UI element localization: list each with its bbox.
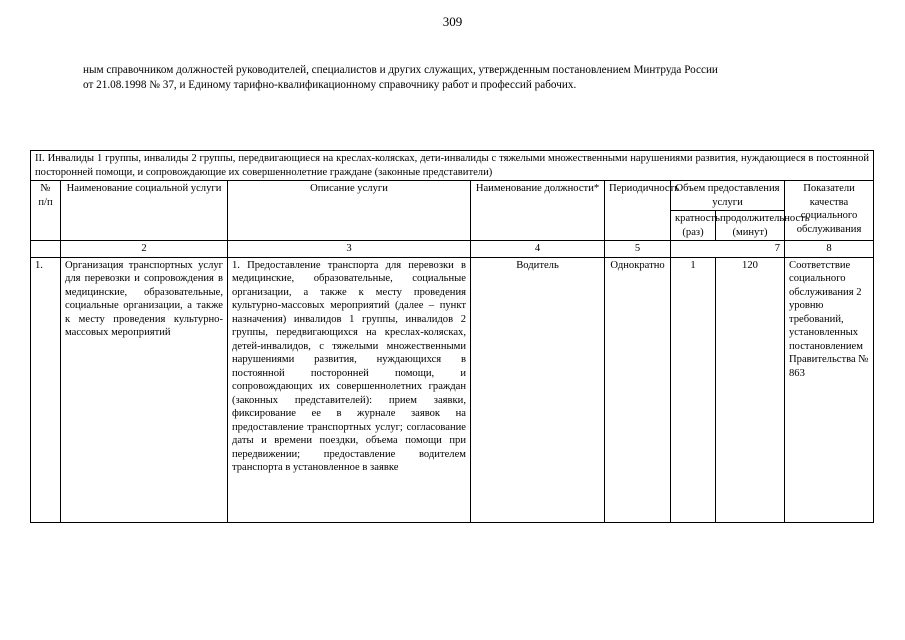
header-row xyxy=(31,181,874,211)
table-row xyxy=(31,257,874,522)
colnum-5: 5 xyxy=(605,241,671,258)
header-periodicity: Периодичность xyxy=(605,181,671,241)
header-multiplicity: кратность (раз) xyxy=(671,211,716,241)
header-quality: Показатели качества социального обслуживания xyxy=(785,181,874,241)
colnum-3: 3 xyxy=(228,241,471,258)
colnum-8: 8 xyxy=(785,241,874,258)
header-volume: Объем предоставления услуги xyxy=(671,181,785,211)
row-description: 1. Предоставление транспорта для перевозки в медицинские, образовательные, социальные организации, а также к месту проведения культурно-массовых мероприятий (далее – пункт назначения) инвалидов 1 группы, инвалидов 2 группы, передвигающихся на креслах-колясках, детей-инвалидов, с тяжелыми множественными нарушениями развития, нуждающихся в постоянной посторонней помощи, и сопровождающих их совершеннолетних граждан (законных представителей): прием заявки, фиксирование ее в журнале заявок на предоставление транспортных услуг; согласование даты и времени поездки, объема помощи при передвижении; предоставление водителем транспорта в установленное в заявке xyxy=(228,257,471,522)
header-duration: продолжительность (минут) xyxy=(716,211,785,241)
intro-text xyxy=(83,63,843,93)
column-numbers-row xyxy=(31,241,874,258)
row-service-name: Организация транспортных услуг для перевозки и сопровождения в медицинские, образовательные, социальные организации, а также к месту проведения культурно-массовых мероприятий xyxy=(61,257,228,522)
colnum-7: 7 xyxy=(671,241,785,258)
row-position: Водитель xyxy=(471,257,605,522)
row-periodicity: Однократно xyxy=(605,257,671,522)
row-duration: 120 xyxy=(716,257,785,522)
section-row xyxy=(31,151,874,181)
header-description: Описание услуги xyxy=(228,181,471,241)
page-number: 309 xyxy=(442,14,463,29)
row-quality: Соответствие социального обслуживания 2 уровню требований, установленных постановлением Правительства № 863 xyxy=(785,257,874,522)
intro-line-1: ным справочником должностей руководителей, специалистов и других служащих, утвержденным постановлением Минтруда России xyxy=(83,64,718,76)
header-service-name: Наименование социальной услуги xyxy=(61,181,228,241)
services-table xyxy=(30,150,874,523)
header-num: № п/п xyxy=(31,181,61,241)
section-title: II. Инвалиды 1 группы, инвалиды 2 группы, передвигающиеся на креслах-колясках, дети-инвалиды с тяжелыми множественными нарушениями развития, нуждающиеся в постоянной посторонней помощи, и сопровождающие их совершеннолетние граждане (законные представители) xyxy=(31,151,874,181)
colnum-1 xyxy=(31,241,61,258)
colnum-4: 4 xyxy=(471,241,605,258)
row-multiplicity: 1 xyxy=(671,257,716,522)
colnum-2: 2 xyxy=(61,241,228,258)
row-num: 1. xyxy=(31,257,61,522)
intro-line-2: от 21.08.1998 № 37, и Единому тарифно-квалификационному справочнику работ и профессий рабочих. xyxy=(83,79,577,91)
header-position: Наименование должности* xyxy=(471,181,605,241)
